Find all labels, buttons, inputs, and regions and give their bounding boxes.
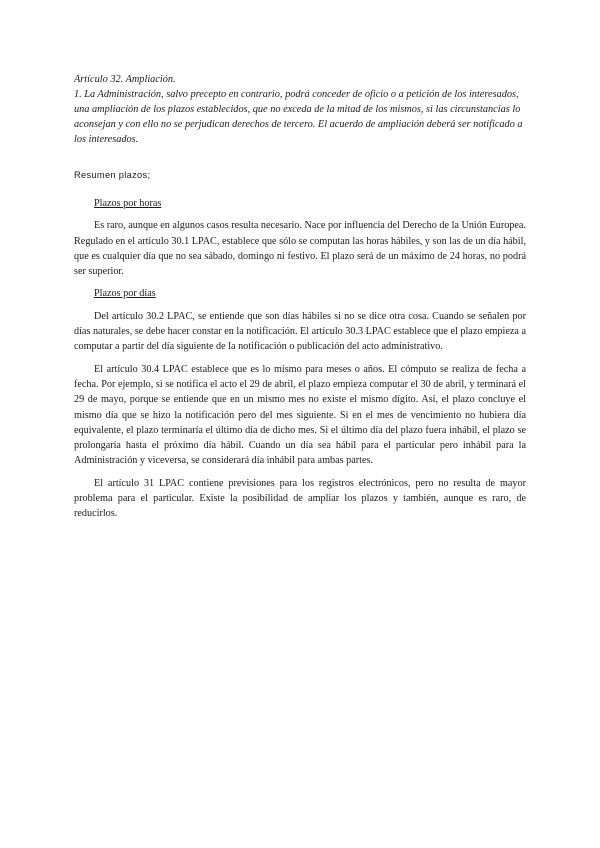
article-body: 1. La Administración, salvo precepto en contrario, podrá conceder de oficio o a petición de los interesados, una ampliación de los plazos establecidos, que no exceda de la mitad de los mismos, si las circunstancias lo aconsejan y con ello no se perjudican derechos de tercero. El acuerdo de ampliación deberá ser notificado a los interesados. — [74, 89, 523, 145]
paragraph-days-2: El artículo 30.4 LPAC establece que es lo mismo para meses o años. El cómputo se realiza de fecha a fecha. Por ejemplo, si se notifica el acto el 29 de abril, el plazo empieza computar el 30 de abril, y terminará el 29 de mayo, porque se entiende que en un mismo mes no existe el mismo dígito. Así, el plazo concluye el mismo día que se hizo la notificación pero del mes siguiente. Si en el mes de vencimiento no hubiera día equivalente, el plazo terminaría el último día de dicho mes. Si el último día del plazo fuera inhábil, el plazo se prolongaría hasta el próximo día hábil. Cuando un día sea hábil para el particular pero inhábil para la Administración y viceversa, se considerará día inhábil para ambas partes. — [74, 363, 526, 467]
paragraph-hours: Es raro, aunque en algunos casos resulta necesario. Nace por influencia del Derecho de la Unión Europea. Regulado en el artículo 30.1 LPAC, establece que sólo se computan las horas hábiles, y son las de un día hábil, que es cualquier día que no sea sábado, domingo ni festivo. El plazo será de un máximo de 24 horas, no podrá ser superior. — [74, 220, 526, 278]
article-block — [74, 72, 526, 147]
section-heading-hours: Plazos por horas — [94, 198, 162, 209]
section-heading-days: Plazos por días — [94, 288, 156, 300]
paragraph-days-1: Del artículo 30.2 LPAC, se entiende que son días hábiles si no se dice otra cosa. Cuando se señalen por días naturales, se debe hacer constar en la notificación. El artículo 30.3 LPAC establece que el plazo empieza a computar a partir del día siguiente de la notificación o publicación del acto administrativo. — [74, 310, 526, 353]
paragraph-days-3: El artículo 31 LPAC contiene previsiones para los registros electrónicos, pero no resulta de mayor problema para el particular. Existe la posibilidad de ampliar los plazos y también, aunque es raro, de reducirlos. — [74, 477, 526, 520]
article-title: Artículo 32. Ampliación. — [74, 74, 176, 85]
summary-label: Resumen plazos; — [74, 170, 151, 180]
summary-content — [74, 196, 526, 529]
